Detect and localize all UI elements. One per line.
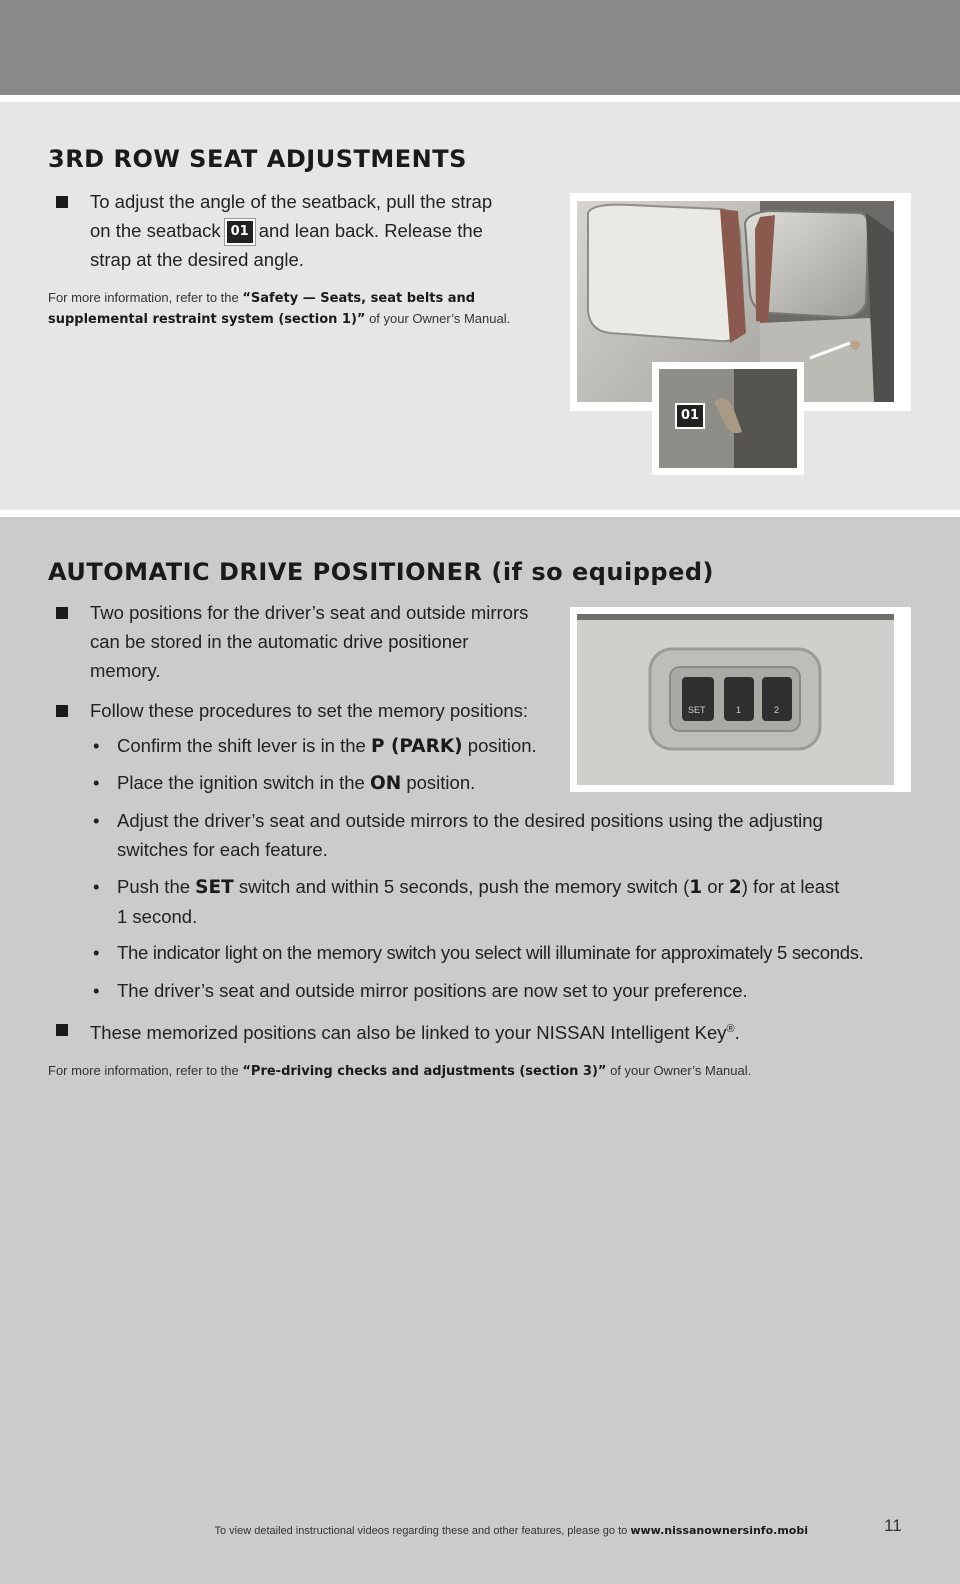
header-band (0, 0, 960, 95)
bullet-square-icon (56, 196, 68, 208)
memory-switch-illustration (570, 607, 911, 792)
list-item: • The driver’s seat and outside mirror positions are now set to your preference. (93, 980, 748, 1001)
list-item: Follow these procedures to set the memory positions: (90, 696, 560, 725)
list-item: Two positions for the driver’s seat and outside mirrors can be stored in the automatic drive positioner memory. (90, 598, 560, 685)
reference-note: For more information, refer to the “Pre-driving checks and adjustments (section 3)” of your Owner’s Manual. (48, 1063, 752, 1079)
switch-set-label: SET (688, 705, 706, 715)
bullet-square-icon (56, 607, 68, 619)
bullet-square-icon (56, 1024, 68, 1036)
strap-closeup-photo (652, 362, 804, 475)
divider (0, 510, 960, 517)
section-title: 3RD ROW SEAT ADJUSTMENTS (48, 145, 467, 173)
switch-2-label: 2 (774, 705, 780, 715)
reference-note: For more information, refer to the “Safety — Seats, seat belts and supplemental restraint system (section 1)” of your Owner’s Manual. (48, 290, 511, 327)
list-item: • Adjust the driver’s seat and outside mirrors to the desired positions using the adjusting switches for each feature. (93, 810, 823, 860)
footer-url[interactable]: www.nissanownersinfo.mobi (630, 1524, 808, 1537)
list-item: • Push the SET switch and within 5 seconds, push the memory switch (1 or 2) for at least 1 second. (93, 876, 840, 927)
footer-note: To view detailed instructional videos regarding these and other features, please go to www.nissanownersinfo.mobi (214, 1524, 808, 1537)
section-title: AUTOMATIC DRIVE POSITIONER (if so equipped) (48, 558, 715, 586)
bullet-square-icon (56, 705, 68, 717)
switch-1-label: 1 (736, 705, 742, 715)
list-item: • Place the ignition switch in the ON position. (93, 772, 476, 794)
memory-switch-photo (570, 607, 911, 792)
callout-badge: 01 (225, 219, 255, 245)
divider (0, 95, 960, 102)
page-number: 11 (884, 1516, 902, 1535)
list-item: • The indicator light on the memory switch you select will illuminate for approximately 5 seconds. (93, 942, 864, 963)
list-item: To adjust the angle of the seatback, pull the strap on the seatback 01 and lean back. Release the strap at the desired angle. (90, 187, 550, 274)
list-item: • Confirm the shift lever is in the P (PARK) position. (93, 735, 537, 757)
callout-badge: 01 (675, 403, 705, 429)
list-item: These memorized positions can also be linked to your NISSAN Intelligent Key®. (90, 1015, 890, 1047)
